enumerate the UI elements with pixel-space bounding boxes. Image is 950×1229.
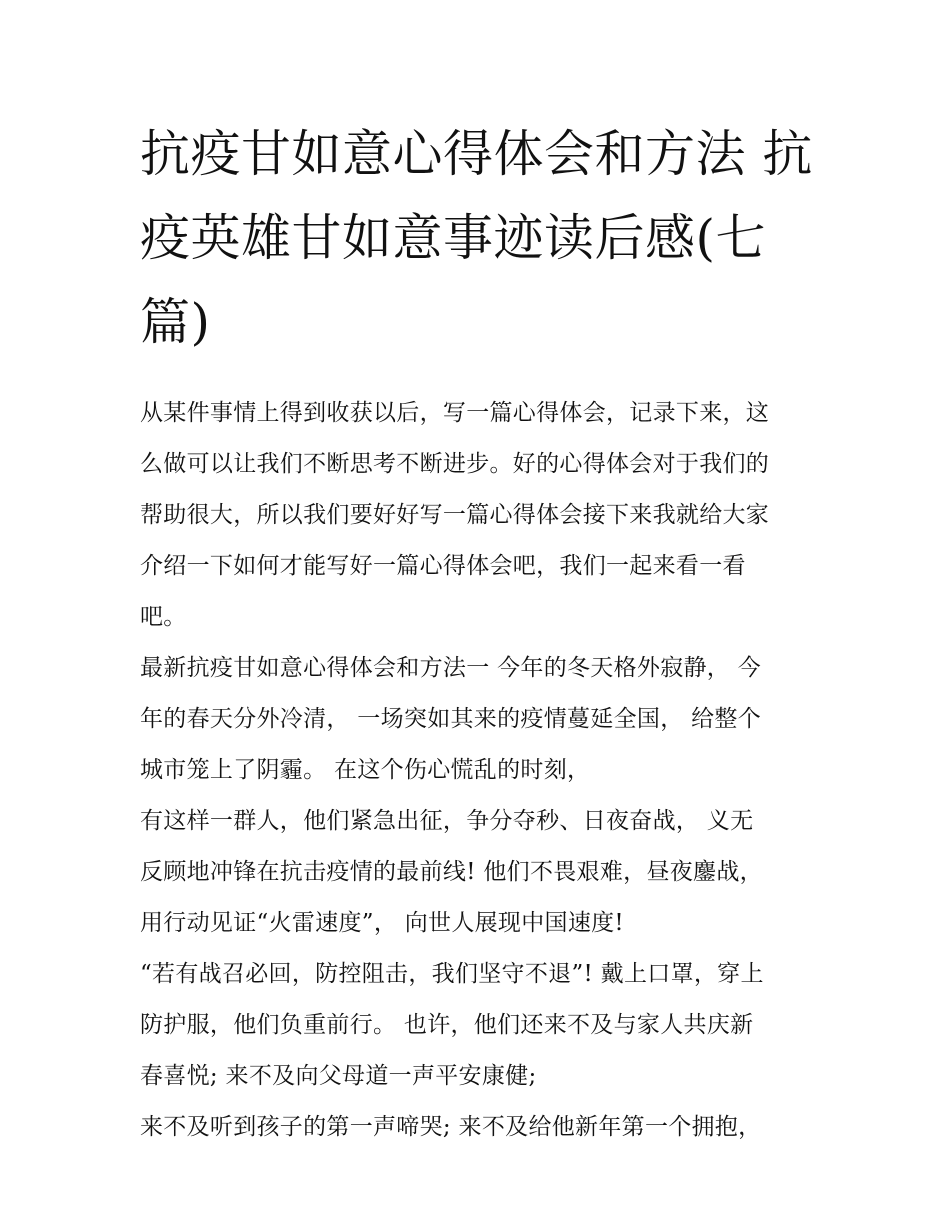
- title-line: 抗疫甘如意心得体会和方法 抗: [140, 125, 813, 183]
- text-line: 么做可以让我们不断思考不断进步。好的心得体会对于我们的: [140, 451, 770, 477]
- text-line: 用行动见证“火雷速度”， 向世人展现中国速度!: [140, 910, 624, 936]
- text-line: 从某件事情上得到收获以后，写一篇心得体会，记录下来，这: [140, 400, 770, 426]
- body-paragraph: [140, 796, 818, 949]
- text-line: 最新抗疫甘如意心得体会和方法一 今年的冬天格外寂静， 今: [140, 655, 762, 681]
- text-line: 春喜悦; 来不及向父母道一声平安康健;: [140, 1063, 537, 1089]
- body-paragraph: [140, 949, 818, 1102]
- document-title: [140, 112, 818, 364]
- text-line: 帮助很大，所以我们要好好写一篇心得体会接下来我就给大家: [140, 502, 770, 528]
- text-line: 吧。: [140, 604, 187, 630]
- text-line: 城市笼上了阴霾。 在这个伤心慌乱的时刻，: [140, 757, 591, 783]
- text-line: 介绍一下如何才能写好一篇心得体会吧，我们一起来看一看: [140, 553, 746, 579]
- title-line: 篇): [140, 293, 211, 351]
- text-line: 反顾地冲锋在抗击疫情的最前线! 他们不畏艰难，昼夜鏖战，: [140, 859, 763, 885]
- title-line: 疫英雄甘如意事迹读后感(七: [140, 209, 767, 267]
- text-line: 有这样一群人，他们紧急出征，争分夺秒、日夜奋战， 义无: [140, 808, 754, 834]
- document-page: [140, 112, 818, 1153]
- text-line: 防护服，他们负重前行。 也许，他们还来不及与家人共庆新: [140, 1012, 754, 1038]
- body-paragraph: [140, 1102, 818, 1153]
- text-line: “若有战召必回，防控阻击，我们坚守不退”! 戴上口罩，穿上: [140, 961, 764, 987]
- intro-paragraph: [140, 388, 818, 643]
- body-paragraph: [140, 643, 818, 796]
- text-line: 年的春天分外冷清， 一场突如其来的疫情蔓延全国， 给整个: [140, 706, 762, 732]
- text-line: 来不及听到孩子的第一声啼哭; 来不及给他新年第一个拥抱，: [140, 1114, 762, 1140]
